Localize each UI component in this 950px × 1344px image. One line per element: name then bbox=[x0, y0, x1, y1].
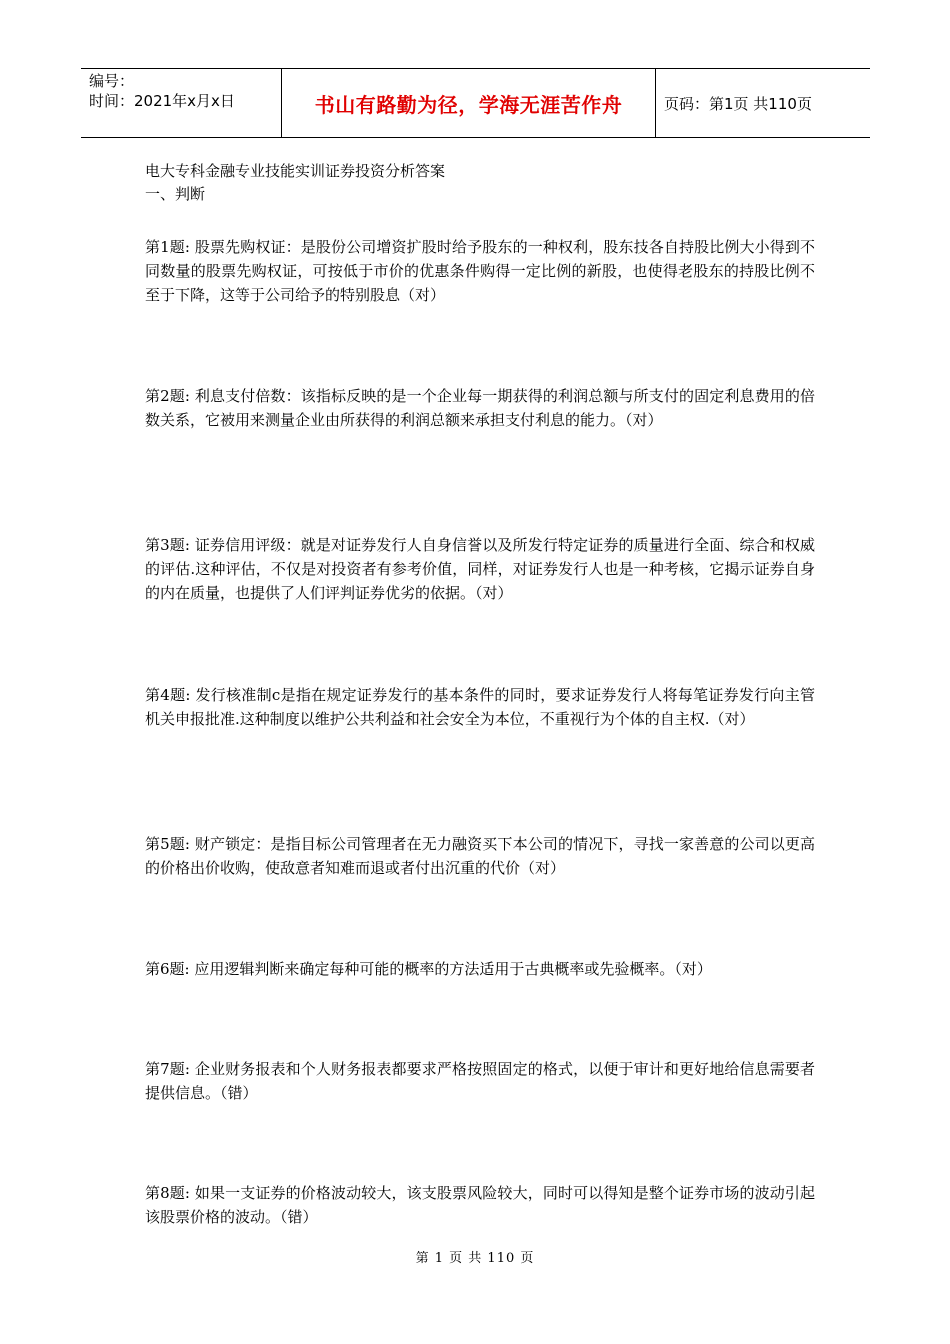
question-7: 第7题: 企业财务报表和个人财务报表都要求严格按照固定的格式，以便于审计和更好地给信息需要者提供信息。（错） bbox=[145, 1060, 815, 1102]
section-heading: 一、判断 bbox=[145, 185, 206, 203]
header-left-cell bbox=[81, 69, 282, 137]
page-footer: 第 1 页 共 110 页 bbox=[415, 1251, 535, 1266]
number-label: 编号： bbox=[89, 72, 135, 90]
document-header bbox=[81, 68, 870, 138]
page-label: 页码：第1页 共110页 bbox=[664, 94, 812, 113]
question-8: 第8题: 如果一支证券的价格波动较大，该支股票风险较大，同时可以得知是整个证券市场的波动引起该股票价格的波动。（错） bbox=[145, 1184, 815, 1226]
document-title: 电大专科金融专业技能实训证券投资分析答案 bbox=[145, 162, 446, 180]
question-4: 第4题: 发行核准制c是指在规定证券发行的基本条件的同时，要求证券发行人将每笔证券发行向主管机关申报批准.这种制度以维护公共利益和社会安全为本位，不重视行为个体的自主权.（对） bbox=[145, 686, 815, 728]
question-2: 第2题: 利息支付倍数：该指标反映的是一个企业每一期获得的利润总额与所支付的固定利息费用的倍数关系，它被用来测量企业由所获得的利润总额来承担支付利息的能力。（对） bbox=[145, 387, 815, 429]
question-3: 第3题: 证券信用评级：就是对证券发行人自身信誉以及所发行特定证券的质量进行全面、综合和权威的评估.这种评估，不仅是对投资者有参考价值，同样，对证券发行人也是一种考核，它揭示证券自身的内在质量，也提供了人们评判证券优劣的依据。（对） bbox=[145, 536, 815, 602]
question-6: 第6题: 应用逻辑判断来确定每种可能的概率的方法适用于古典概率或先验概率。（对） bbox=[145, 960, 712, 978]
motto: 书山有路勤为径，学海无涯苦作舟 bbox=[282, 69, 656, 137]
time-label: 时间：2021年x月x日 bbox=[89, 92, 235, 110]
title-block bbox=[145, 160, 445, 206]
question-1: 第1题: 股票先购权证：是股份公司增资扩股时给予股东的一种权利，股东技各自持股比例大小得到不同数量的股票先购权证，可按低于市价的优惠条件购得一定比例的新股，也使得老股东的持股比例不至于下降，这等于公司给予的特别股息（对） bbox=[145, 238, 815, 304]
question-5: 第5题: 财产锁定：是指目标公司管理者在无力融资买下本公司的情况下，寻找一家善意的公司以更高的价格出价收购，使敌意者知难而退或者付出沉重的代价（对） bbox=[145, 835, 815, 877]
